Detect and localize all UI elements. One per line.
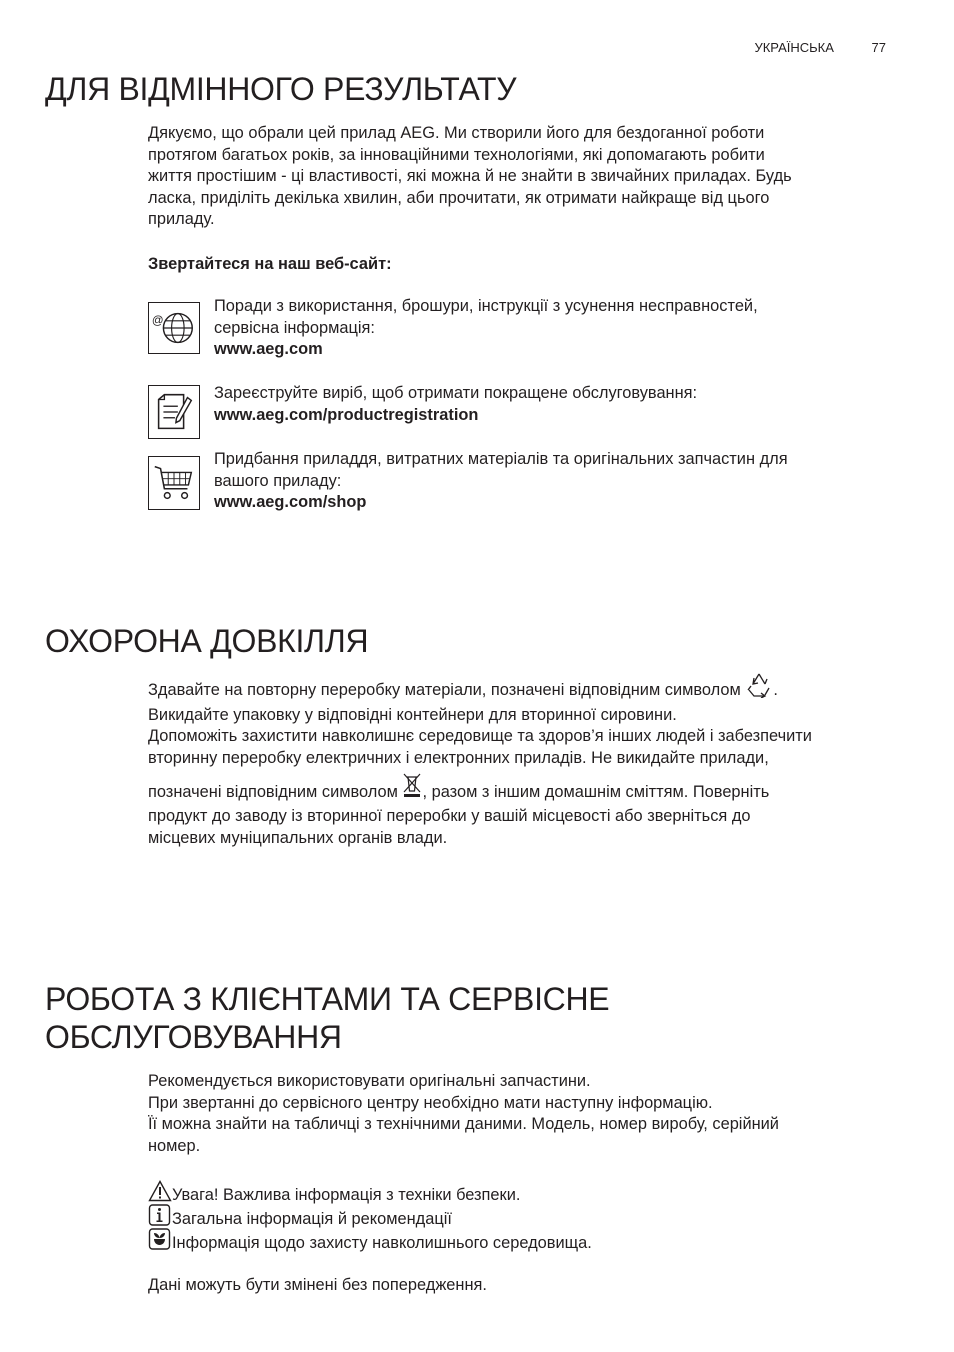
intro-line: протягом багатьох років, за інноваційними технологіями, які допомагають робити [148, 145, 765, 164]
environment-icon [148, 1228, 172, 1257]
contact-description: сервісна інформація: [214, 318, 375, 337]
environment-paragraph [148, 672, 893, 849]
intro-line: Дякуємо, що обрали цей прилад AEG. Ми створили його для бездоганної роботи [148, 124, 765, 142]
recycle-line [148, 672, 893, 705]
contact-item [214, 383, 894, 426]
intro-line: ласка, приділіть декілька хвилин, аби прочитати, як отримати найкраще від цього [148, 188, 770, 207]
contact-item [214, 296, 894, 361]
symbol-legend [148, 1180, 893, 1252]
intro-line: приладу. [148, 210, 215, 229]
registration-link[interactable]: www.aeg.com/productregistration [214, 405, 479, 424]
website-link[interactable]: www.aeg.com [214, 340, 323, 359]
service-line: Її можна знайти на табличці з технічними даними. Модель, номер виробу, серійний [148, 1115, 779, 1134]
registration-form-icon [148, 385, 200, 439]
env-line: вторинну переробку електричних і електронних приладів. Не викидайте прилади, [148, 748, 769, 767]
contact-description: Поради з використання, брошури, інструкції з усунення несправностей, [214, 297, 758, 315]
page-number: 77 [871, 40, 886, 55]
contact-description: Зареєструйте виріб, щоб отримати покращене обслуговування: [214, 384, 698, 402]
language-label: УКРАЇНСЬКА [754, 40, 834, 55]
env-line: Допоможіть захистити навколишнє середовище та здоров’я інших людей і забезпечити [148, 727, 812, 746]
legend-text: Загальна інформація й рекомендації [172, 1210, 452, 1228]
disclaimer: Дані можуть бути змінені без попередження. [148, 1276, 487, 1294]
title-line: ОБСЛУГОВУВАННЯ [45, 1019, 342, 1055]
service-paragraph [148, 1071, 893, 1157]
contact-description: Придбання приладдя, витратних матеріалів та оригінальних запчастин для [214, 450, 788, 468]
contact-heading: Звертайтеся на наш веб-сайт: [148, 255, 392, 273]
legend-text: Увага! Важлива інформація з техніки безпеки. [172, 1186, 521, 1204]
contact-description: вашого приладу: [214, 471, 342, 490]
service-line: При звертанні до сервісного центру необхідно мати наступну інформацію. [148, 1093, 713, 1112]
env-line: продукт до заводу із вторинної переробки у вашій місцевості або зверніться до [148, 806, 751, 825]
service-line: Рекомендується використовувати оригінальні запчастини. [148, 1072, 591, 1090]
recycle-icon [745, 672, 773, 705]
service-line: номер. [148, 1136, 201, 1155]
legend-item [148, 1204, 893, 1228]
env-line: місцевих муніципальних органів влади. [148, 828, 448, 847]
contact-item [214, 449, 894, 514]
title-line: РОБОТА З КЛІЄНТАМИ ТА СЕРВІСНЕ [45, 981, 610, 1017]
text-span: позначені відповідним символом [148, 783, 398, 802]
text-span: . [773, 681, 778, 699]
legend-item [148, 1180, 893, 1204]
legend-text: Інформація щодо захисту навколишнього середовища. [172, 1234, 592, 1252]
intro-paragraph [148, 123, 893, 231]
env-line: Викидайте упаковку у відповідні контейнери для вторинної сировини. [148, 705, 677, 724]
text-span: , разом з іншим домашнім сміттям. Поверніть [422, 783, 770, 802]
section-title-customer-care [45, 980, 609, 1056]
section-title-environment: ОХОРОНА ДОВКІЛЛЯ [45, 623, 369, 659]
weee-line [148, 773, 893, 806]
section-title-best-results: ДЛЯ ВІДМІННОГО РЕЗУЛЬТАТУ [45, 71, 517, 107]
globe-at-icon [148, 302, 200, 354]
intro-line: життя простішим - ці властивості, які можна й не знайти в звичайних приладах. Будь [148, 167, 792, 186]
shop-link[interactable]: www.aeg.com/shop [214, 493, 367, 512]
text-span: Здавайте на повторну переробку матеріали, позначені відповідним символом [148, 681, 741, 699]
legend-item [148, 1228, 893, 1252]
svg-text:@: @ [151, 315, 164, 328]
page-header [754, 40, 886, 55]
shopping-cart-icon [148, 456, 200, 510]
crossed-bin-icon [402, 773, 422, 806]
